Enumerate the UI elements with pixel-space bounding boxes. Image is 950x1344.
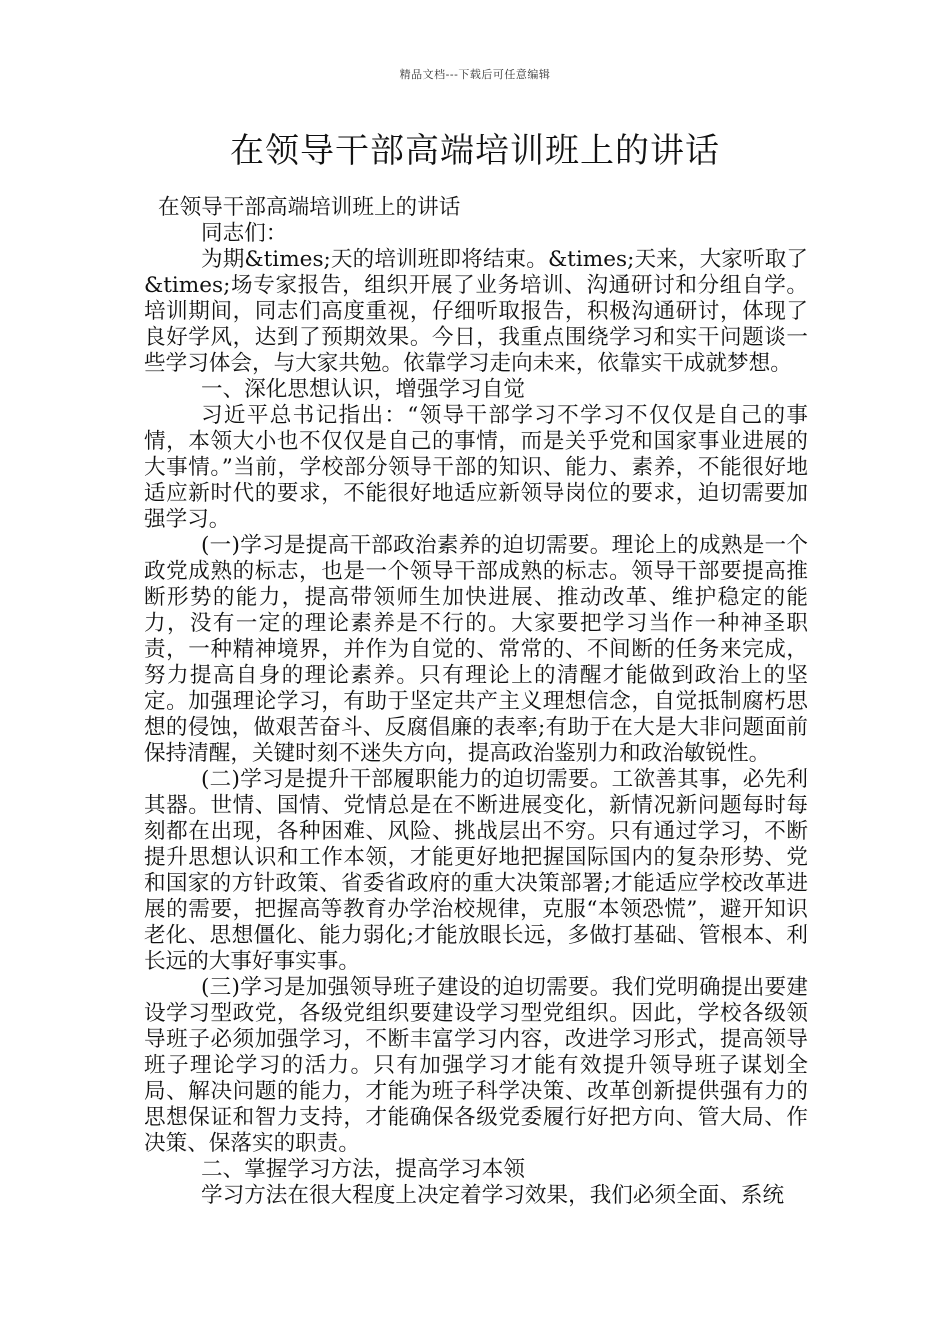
paragraph-point-3: (三)学习是加强领导班子建设的迫切需要。我们党明确提出要建设学习型政党，各级党组织要建设学习型党组织。因此，学校各级领导班子必须加强学习，不断丰富学习内容，改进学习形式，提高领导班子理论学习的活力。只有加强学习才能有效提升领导班子谋划全局、解决问题的能力，才能为班子科学决策、改革创新提供强有力的思想保证和智力支持，才能确保各级党委履行好把方向、管大局、作决策、保落实的职责。 [144,975,808,1156]
paragraph-point-2: (二)学习是提升干部履职能力的迫切需要。工欲善其事，必先利其器。世情、国情、党情总是在不断进展变化，新情况新问题每时每刻都在出现，各种困难、风险、挑战层出不穷。只有通过学习，不断提升思想认识和工作本领，才能更好地把握国际国内的复杂形势、党和国家的方针政策、省委省政府的重大决策部署;才能适应学校改革进展的需要，把握高等教育办学治校规律，克服“本领恐慌”，避开知识老化、思想僵化、能力弱化;才能放眼长远，多做打基础、管根本、利长远的大事好事实事。 [144,767,808,974]
section-heading-1: 一、深化思想认识，增强学习自觉 [201,377,525,402]
header-note: 精品文档---下载后可任意编辑 [399,68,551,81]
salutation: 同志们： [201,221,288,246]
document-title: 在领导干部高端培训班上的讲话 [230,131,720,171]
paragraph-intro: 为期&times;天的培训班即将结束。&times;天来，大家听取了&times;场专家报告，组织开展了业务培训、沟通研讨和分组自学。培训期间，同志们高度重视，仔细听取报告，积极沟通研讨，体现了良好学风，达到了预期效果。今日，我重点围绕学习和实干问题谈一些学习体会，与大家共勉。依靠学习走向未来，依靠实干成就梦想。 [144,247,808,376]
document-subtitle: 在领导干部高端培训班上的讲话 [158,195,461,220]
paragraph-point-1: (一)学习是提高干部政治素养的迫切需要。理论上的成熟是一个政党成熟的标志，也是一个领导干部成熟的标志。领导干部要提高推断形势的能力，提高带领师生加快进展、推动改革、维护稳定的能力，没有一定的理论素养是不行的。大家要把学习当作一种神圣职责，一种精神境界，并作为自觉的、常常的、不间断的任务来完成，努力提高自身的理论素养。只有理论上的清醒才能做到政治上的坚定。加强理论学习，有助于坚定共产主义理想信念，自觉抵制腐朽思想的侵蚀，做艰苦奋斗、反腐倡廉的表率;有助于在大是大非问题面前保持清醒，关键时刻不迷失方向，提高政治鉴别力和政治敏锐性。 [144,533,808,766]
section-heading-2: 二、掌握学习方法，提高学习本领 [201,1157,525,1182]
paragraph-quote: 习近平总书记指出：“领导干部学习不学习不仅仅是自己的事情，本领大小也不仅仅是自己的事情，而是关乎党和国家事业进展的大事情。”当前，学校部分领导干部的知识、能力、素养，不能很好地适应新时代的要求，不能很好地适应新领导岗位的要求，迫切需要加强学习。 [144,403,808,532]
paragraph-methods: 学习方法在很大程度上决定着学习效果，我们必须全面、系统 [201,1183,785,1208]
document-body [144,195,808,1209]
